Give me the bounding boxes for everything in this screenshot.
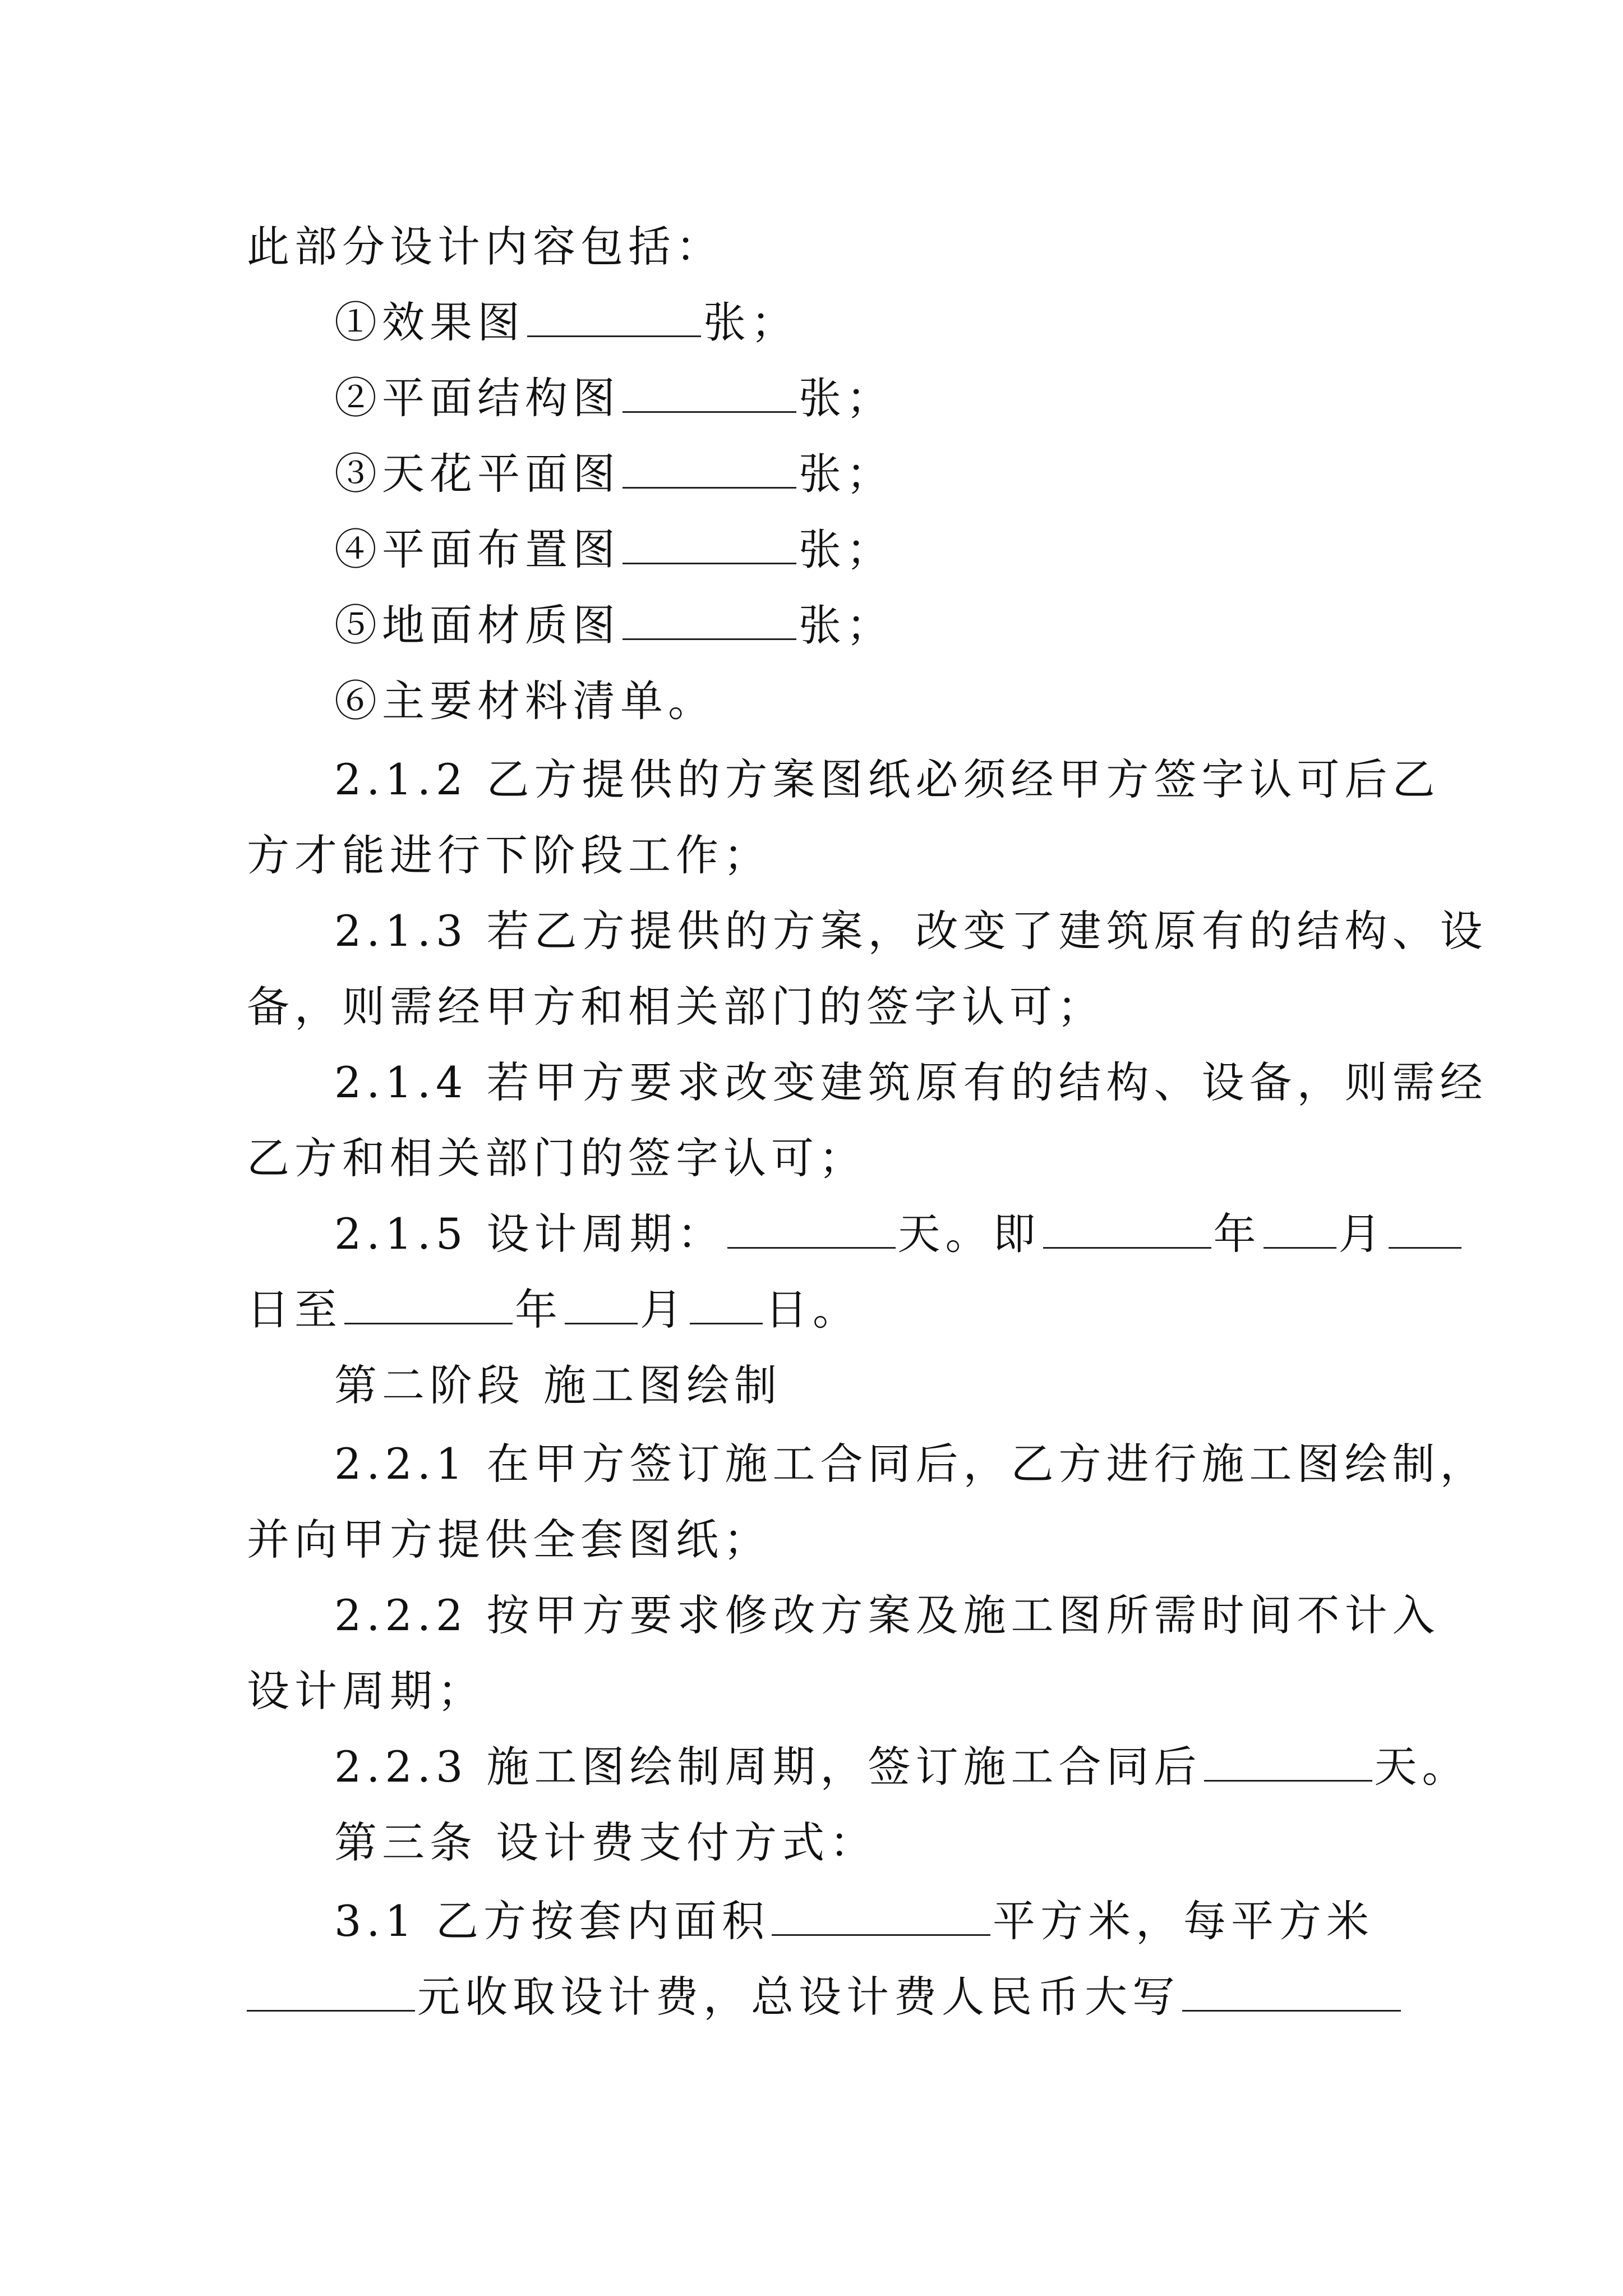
- drawing-item-2: [334, 370, 1473, 426]
- clause-text: 2.2.3 施工图绘制周期，签订施工合同后: [334, 1742, 1202, 1792]
- clause-2-1-5-line2: [247, 1282, 1385, 1338]
- clause-2-1-2-line2: 方才能进行下阶段工作；: [247, 830, 771, 880]
- clause-text: 元收取设计费，总设计费人民币大写: [417, 1972, 1180, 2022]
- month-blank: [565, 1283, 638, 1324]
- drawing-unit: 张；: [703, 297, 799, 347]
- clause-text: 天。即: [897, 1209, 1041, 1259]
- days-blank: [1204, 1741, 1372, 1782]
- clause-2-1-3-line1: 2.1.3 若乙方提供的方案，改变了建筑原有的结构、设: [334, 906, 1488, 956]
- quantity-blank: [623, 372, 796, 413]
- day-blank: [1389, 1208, 1461, 1249]
- quantity-blank: [623, 599, 796, 640]
- price-blank: [247, 1971, 415, 2012]
- quantity-blank: [527, 296, 701, 337]
- drawing-unit: 张；: [799, 449, 894, 499]
- article-3-heading: 第三条 设计费支付方式：: [334, 1818, 878, 1867]
- drawing-label: ②平面结构图: [334, 373, 620, 423]
- drawing-unit: 张；: [799, 600, 894, 650]
- clause-3-1-line1: [334, 1893, 1473, 1949]
- clause-2-1-2-line1: 2.1.2 乙方提供的方案图纸必须经甲方签字认可后乙: [334, 754, 1440, 804]
- drawing-unit: 张；: [799, 524, 894, 574]
- total-fee-blank: [1182, 1971, 1401, 2012]
- drawing-unit: 张；: [799, 373, 894, 423]
- drawing-label: ③天花平面图: [334, 449, 620, 499]
- intro-line: 此部分设计内容包括：: [247, 222, 723, 272]
- day-blank: [690, 1283, 763, 1324]
- drawing-label: ⑤地面材质图: [334, 600, 620, 650]
- clause-text: 2.1.5 设计周期：: [334, 1209, 725, 1259]
- clause-text: 3.1 乙方按套内面积: [334, 1896, 770, 1946]
- drawing-item-1: [334, 295, 1473, 351]
- quantity-blank: [623, 523, 796, 564]
- clause-2-1-5-line1: [334, 1206, 1473, 1262]
- clause-2-2-3: [334, 1739, 1473, 1795]
- month-blank: [1264, 1208, 1336, 1249]
- quantity-blank: [623, 448, 796, 489]
- drawing-item-3: [334, 446, 1473, 502]
- clause-2-1-4-line2: 乙方和相关部门的签字认可；: [247, 1133, 866, 1183]
- drawing-label: ④平面布置图: [334, 524, 620, 574]
- stage-2-heading: 第二阶段 施工图绘制: [334, 1360, 782, 1410]
- clause-text: 年: [1213, 1209, 1261, 1259]
- clause-2-1-4-line1: 2.1.4 若甲方要求改变建筑原有的结构、设备，则需经: [334, 1057, 1488, 1107]
- clause-text: 天。: [1374, 1742, 1470, 1792]
- drawing-item-6: ⑥主要材料清单。: [334, 676, 716, 726]
- clause-2-1-3-line2: 备，则需经甲方和相关部门的签字认可；: [247, 982, 1105, 1032]
- clause-text: 日。: [765, 1285, 860, 1335]
- days-blank: [727, 1208, 896, 1249]
- clause-3-1-line2: [247, 1969, 1385, 2025]
- drawing-item-4: [334, 522, 1473, 578]
- area-blank: [772, 1895, 990, 1936]
- clause-text: 日至: [247, 1285, 342, 1335]
- clause-2-2-2-line1: 2.2.2 按甲方要求修改方案及施工图所需时间不计入: [334, 1590, 1440, 1640]
- clause-2-2-1-line2: 并向甲方提供全套图纸；: [247, 1515, 771, 1565]
- clause-2-2-2-line2: 设计周期；: [247, 1666, 485, 1716]
- drawing-label: ①效果图: [334, 297, 525, 347]
- clause-text: 月: [640, 1285, 688, 1335]
- year-blank: [1043, 1208, 1211, 1249]
- year-blank: [344, 1283, 513, 1324]
- clause-text: 月: [1338, 1209, 1386, 1259]
- clause-2-2-1-line1: 2.2.1 在甲方签订施工合同后，乙方进行施工图绘制，: [334, 1439, 1488, 1489]
- clause-text: 平方米，每平方米: [993, 1896, 1375, 1946]
- drawing-item-5: [334, 597, 1473, 654]
- clause-text: 年: [515, 1285, 562, 1335]
